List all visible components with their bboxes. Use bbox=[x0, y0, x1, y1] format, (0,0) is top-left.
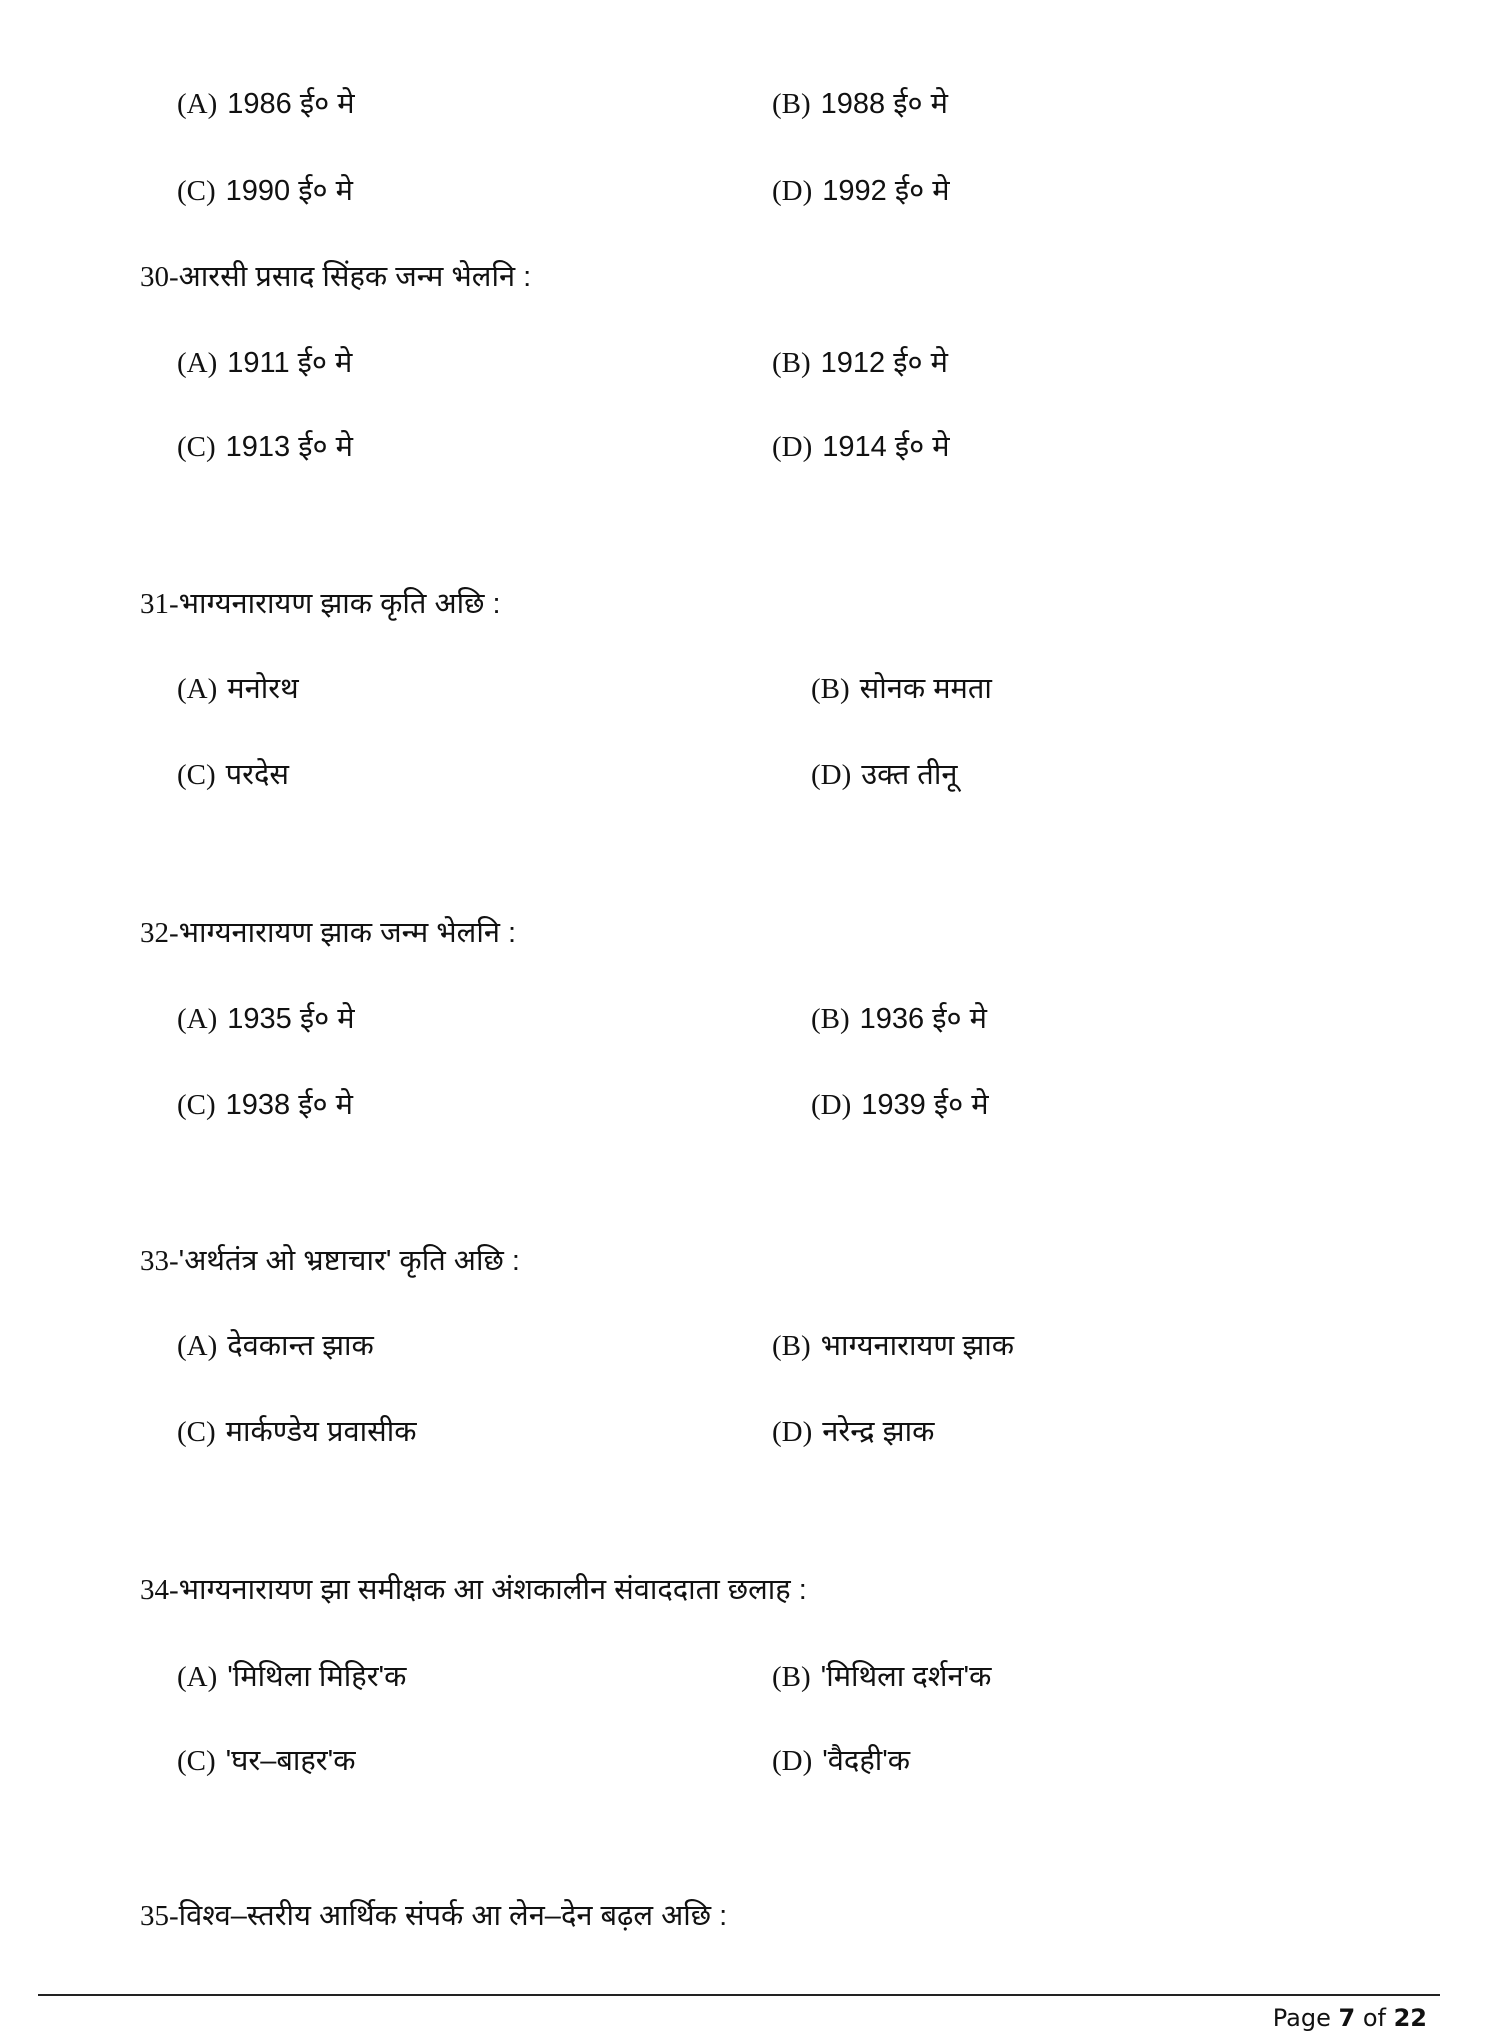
option-34-d: (D) 'वैदही'क bbox=[772, 1745, 911, 1777]
option-34-b: (B) 'मिथिला दर्शन'क bbox=[772, 1661, 992, 1693]
option-31-b: (B) सोनक ममता bbox=[811, 673, 992, 705]
option-30-c: (C) 1913 ई० मे bbox=[177, 431, 353, 463]
option-33-d: (D) नरेन्द्र झाक bbox=[772, 1416, 935, 1448]
question-31: 31-भाग्यनारायण झाक कृति अछि : bbox=[140, 588, 501, 620]
question-32: 32-भाग्यनारायण झाक जन्म भेलनि : bbox=[140, 917, 517, 949]
option-32-b: (B) 1936 ई० मे bbox=[811, 1003, 987, 1035]
option-29-a: (A) 1986 ई० मे bbox=[177, 88, 355, 120]
option-31-a: (A) मनोरथ bbox=[177, 673, 299, 705]
option-30-d: (D) 1914 ई० मे bbox=[772, 431, 950, 463]
option-30-a: (A) 1911 ई० मे bbox=[177, 347, 353, 379]
option-31-c: (C) परदेस bbox=[177, 759, 290, 791]
option-29-c: (C) 1990 ई० मे bbox=[177, 175, 353, 207]
option-32-d: (D) 1939 ई० मे bbox=[811, 1089, 989, 1121]
option-32-c: (C) 1938 ई० मे bbox=[177, 1089, 353, 1121]
question-33: 33-'अर्थतंत्र ओ भ्रष्टाचार' कृति अछि : bbox=[140, 1245, 520, 1277]
option-33-a: (A) देवकान्त झाक bbox=[177, 1330, 374, 1362]
option-33-b: (B) भाग्यनारायण झाक bbox=[772, 1330, 1015, 1362]
option-30-b: (B) 1912 ई० मे bbox=[772, 347, 948, 379]
option-29-b: (B) 1988 ई० मे bbox=[772, 88, 948, 120]
option-32-a: (A) 1935 ई० मे bbox=[177, 1003, 355, 1035]
page-number: Page 7 of 22 bbox=[1272, 2004, 1427, 2032]
option-34-c: (C) 'घर–बाहर'क bbox=[177, 1745, 356, 1777]
option-31-d: (D) उक्त तीनू bbox=[811, 759, 958, 791]
question-30: 30-आरसी प्रसाद सिंहक जन्म भेलनि : bbox=[140, 261, 532, 293]
footer-divider bbox=[38, 1994, 1440, 1996]
option-34-a: (A) 'मिथिला मिहिर'क bbox=[177, 1661, 407, 1693]
question-35: 35-विश्व–स्तरीय आर्थिक संपर्क आ लेन–देन बढ़ल अछि : bbox=[140, 1900, 728, 1932]
option-29-d: (D) 1992 ई० मे bbox=[772, 175, 950, 207]
question-34: 34-भाग्यनारायण झा समीक्षक आ अंशकालीन संवाददाता छलाह : bbox=[140, 1574, 807, 1606]
option-33-c: (C) मार्कण्डेय प्रवासीक bbox=[177, 1416, 417, 1448]
